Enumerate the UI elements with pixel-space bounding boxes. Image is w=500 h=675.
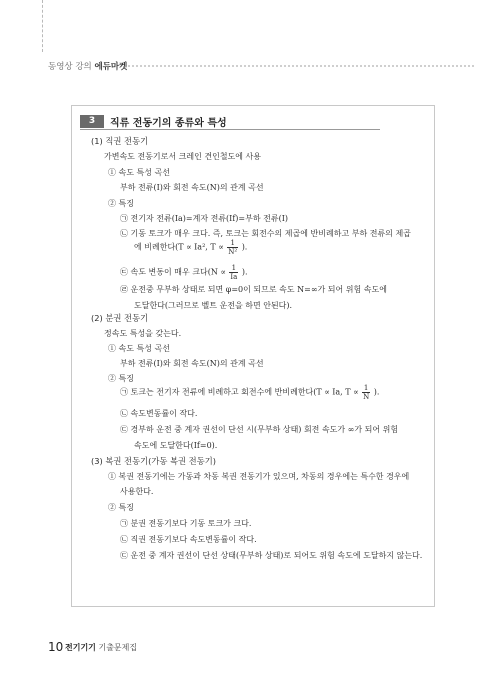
fraction (229, 264, 238, 281)
section-heading: 직류 전동기의 종류와 특성 (110, 118, 227, 129)
formula-line (120, 384, 379, 401)
list-item: ㉡ 기동 토크가 매우 크다. 즉, 토크는 회전수의 제곱에 반비례하고 부하 전류의 제곱 (120, 229, 411, 238)
text-line: 부하 전류(I)와 회전 속도(N)의 관계 곡선 (120, 359, 264, 368)
formula-line (120, 264, 248, 281)
fraction-numerator: 1 (227, 239, 238, 248)
fraction-denominator: N (363, 393, 370, 401)
formula-line (134, 239, 247, 256)
list-item: ㉢ 운전 중 계자 권선이 단선 상태(무부하 상태)로 되어도 위험 속도에 도달하지 않는다. (120, 551, 423, 560)
subsection-heading: (2) 분권 전동기 (91, 313, 149, 323)
fraction-denominator: Ia (230, 273, 238, 281)
list-item: ① 복권 전동기에는 가동과 차동 복권 전동기가 있으며, 차동의 경우에는 특수한 경우에 (108, 472, 410, 481)
list-item: ② 특징 (108, 374, 134, 383)
text-line: 속도에 도달한다(If=0). (134, 441, 218, 450)
fraction-numerator: 1 (363, 384, 369, 392)
margin-guide-line (42, 0, 43, 52)
list-item: ① 속도 특성 곡선 (108, 344, 170, 353)
page-number: 10 (48, 640, 64, 654)
fraction (362, 384, 370, 401)
list-item: ㉢ 경부하 운전 중 계자 권선이 단선 시(무부하 상태) 회전 속도가 ∞가 되어 위험 (120, 425, 399, 434)
list-item: ㉣ 운전중 무부하 상태로 되면 φ=0이 되므로 속도 N=∞가 되어 위험 속도에 (120, 285, 387, 294)
text-line: 도달한다(그러므로 벨트 운전을 하면 안된다). (134, 301, 293, 310)
header-divider (128, 65, 474, 67)
page-header (48, 60, 127, 72)
section-number-badge (80, 115, 104, 128)
formula-text: ㉠ 토크는 전기자 전류에 비례하고 회전수에 반비례한다(T ∝ Ia, T ∝ (120, 387, 359, 397)
text-line: 정속도 특성을 갖는다. (104, 329, 182, 338)
list-item: ② 특징 (108, 199, 134, 208)
footer-book-title: 전기기기 (65, 643, 96, 652)
formula-text: 에 비례한다(T ∝ Ia², T ∝ (134, 242, 224, 252)
list-item: ㉡ 직권 전동기보다 속도변동률이 작다. (120, 535, 257, 544)
formula-text: ). (373, 387, 380, 397)
list-item: ㉡ 속도변동률이 작다. (120, 409, 198, 418)
formula-text: ). (241, 242, 248, 252)
subsection-heading: (3) 복권 전동기(가동 복권 전동기) (91, 456, 216, 466)
text-line: 부하 전류(I)와 회전 속도(N)의 관계 곡선 (120, 183, 264, 192)
section-title (80, 114, 227, 129)
text-line: 가변속도 전동기로서 크레인 견인철도에 사용 (104, 152, 262, 161)
page-footer (65, 642, 137, 653)
formula-text: ). (241, 267, 248, 277)
fraction-denominator: N² (228, 248, 238, 256)
list-item: ㉠ 전기자 전류(Ia)=계자 전류(If)=부하 전류(I) (120, 214, 288, 223)
list-item: ㉠ 분권 전동기보다 기동 토크가 크다. (120, 519, 252, 528)
subsection-heading: (1) 직권 전동기 (91, 136, 149, 146)
text-line: 사용한다. (120, 487, 154, 496)
content-box (71, 105, 435, 607)
section-title-rule (80, 129, 380, 130)
header-brand-name: 에듀마켓 (94, 62, 128, 72)
header-brand-prefix: 동영상 강의 (48, 62, 92, 72)
footer-book-suffix: 기출문제집 (98, 643, 138, 652)
section-number: 3 (88, 116, 96, 126)
fraction-numerator: 1 (229, 264, 238, 273)
list-item: ② 특징 (108, 503, 134, 512)
fraction (227, 239, 238, 256)
list-item: ① 속도 특성 곡선 (108, 168, 170, 177)
formula-text: ㉢ 속도 변동이 매우 크다(N ∝ (120, 267, 226, 277)
